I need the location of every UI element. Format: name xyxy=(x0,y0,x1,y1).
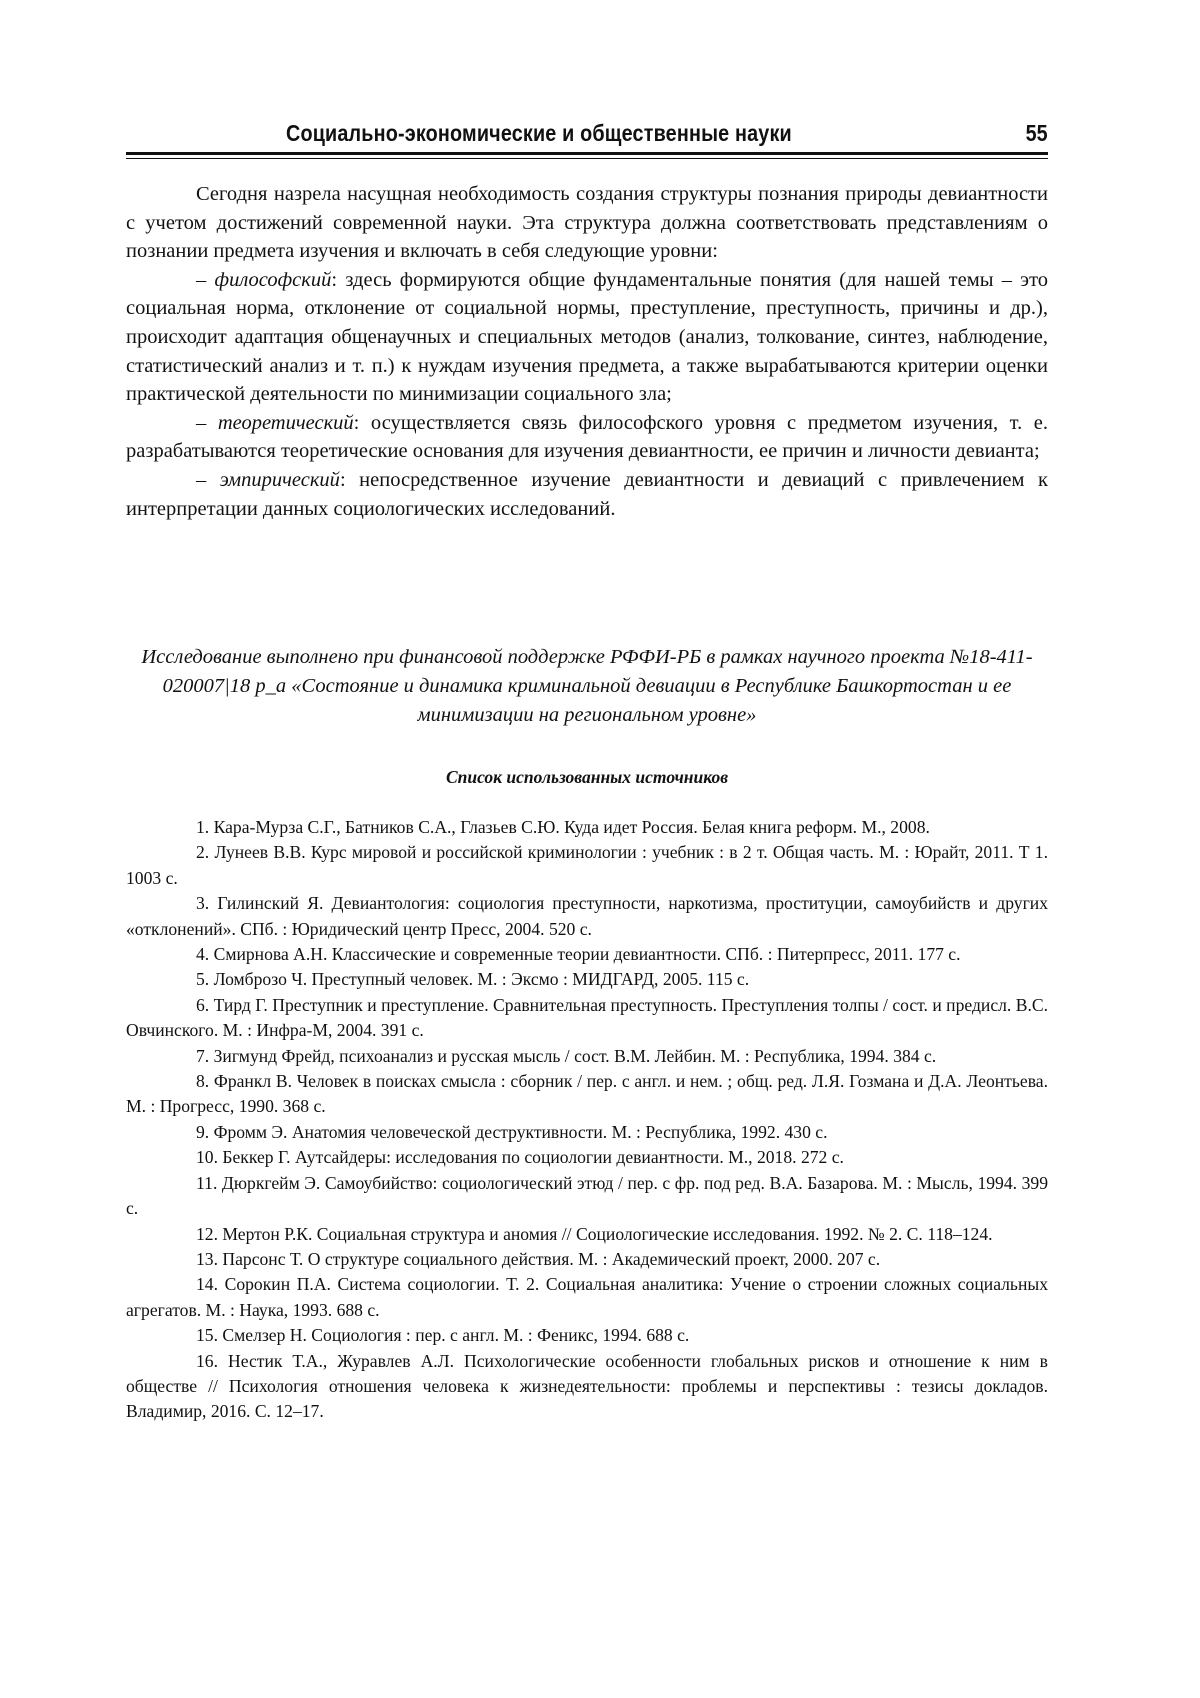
header-rule-thin xyxy=(126,158,1048,159)
reference-item: 7. Зигмунд Фрейд, психоанализ и русская мысль / сост. В.М. Лейбин. М. : Республика, 1994. 384 с. xyxy=(196,1045,937,1066)
running-header-title: Социально-экономические и общественные науки xyxy=(286,120,792,146)
reference-item: 1. Кара-Мурза С.Г., Батников С.А., Глазьев С.Ю. Куда идет Россия. Белая книга реформ. М., 2008. xyxy=(196,817,930,837)
reference-item: 11. Дюркгейм Э. Самоубийство: социологический этюд / пер. с фр. под ред. В.А. Базарова. М. : Мысль, 1994. 399 с. xyxy=(126,1172,1048,1219)
reference-item: 8. Франкл В. Человек в поисках смысла : сборник / пер. с англ. и нем. ; общ. ред. Л.Я. Гозмана и Д.А. Леонтьева. М. : Прогресс, 1990. 368 с. xyxy=(126,1071,1048,1117)
body-paragraph-level-empirical xyxy=(126,466,1048,523)
reference-item: 12. Мертон Р.К. Социальная структура и аномия // Социологические исследования. 1992. № 2. С. 118–124. xyxy=(196,1223,993,1244)
reference-item: 9. Фромм Э. Анатомия человеческой деструктивности. М. : Республика, 1992. 430 с. xyxy=(196,1121,828,1142)
page-number: 55 xyxy=(1025,120,1048,146)
reference-item: 6. Тирд Г. Преступник и преступление. Сравнительная преступность. Преступления толпы / сост. и предисл. В.С. Овчинского. М. : Инфра-М, 2004. 391 с. xyxy=(126,994,1048,1041)
paragraph-text: : непосредственное изучение девиантности и девиаций с привлечением к интерпретации данных социологических исследований. xyxy=(126,468,1048,520)
paragraph-term: теоретический xyxy=(217,411,354,434)
reference-item: 4. Смирнова А.Н. Классические и современные теории девиантности. СПб. : Питерпресс, 2011. 177 с. xyxy=(196,944,961,965)
paragraph-text: : осуществляется связь философского уровня с предметом изучения, т. е. разрабатываются теоретические основания для изучения девиантности, ее причин и личности девианта; xyxy=(126,411,1048,463)
reference-item: 2. Лунеев В.В. Курс мировой и российской криминологии : учебник : в 2 т. Общая часть. М. : Юрайт, 2011. Т 1. 1003 с. xyxy=(126,842,1048,888)
paragraph-term: эмпирический xyxy=(219,468,340,491)
reference-item: 10. Беккер Г. Аутсайдеры: исследования по социологии девиантности. М., 2018. 272 с. xyxy=(196,1147,844,1168)
running-header xyxy=(126,120,1048,150)
reference-list xyxy=(126,815,1048,1425)
paragraph-lead: – xyxy=(196,468,220,491)
paragraph-text: Сегодня назрела насущная необходимость создания структуры познания природы девиантности с учетом достижений современной науки. Эта структура должна соответствовать представлениям о познании предмета изучения и включать в себя следующие уровни: xyxy=(126,183,1048,263)
body-paragraph xyxy=(126,180,1048,266)
reference-item: 16. Нестик Т.А., Журавлев А.Л. Психологические особенности глобальных рисков и отношение к ним в обществе // Психология отношения человека к жизнедеятельности: проблемы и перспективы : тезисы докладов. Владимир, 2016. С. 12–17. xyxy=(126,1350,1048,1422)
header-rule-thick xyxy=(126,152,1048,155)
sources-heading: Список использованных источников xyxy=(445,767,729,787)
reference-item: 14. Сорокин П.А. Система социологии. Т. 2. Социальная аналитика: Учение о строении сложных социальных агрегатов. М. : Наука, 1993. 688 с. xyxy=(126,1274,1048,1320)
body-text xyxy=(126,180,1048,523)
funding-note: Исследование выполнено при финансовой поддержке РФФИ-РБ в рамках научного проекта №18-411-020007|18 р_а «Состояние и динамика криминальной девиации в Республике Башкортостан и ее минимизации на региональном уровне» xyxy=(141,646,1033,726)
paragraph-lead: – xyxy=(196,268,215,291)
reference-item: 5. Ломброзо Ч. Преступный человек. М. : Эксмо : МИДГАРД, 2005. 115 с. xyxy=(196,969,750,990)
paragraph-term: философский xyxy=(214,268,332,291)
body-paragraph-level-theoretical xyxy=(126,409,1048,466)
reference-item: 15. Смелзер Н. Социология : пер. с англ. М. : Феникс, 1994. 688 с. xyxy=(196,1325,690,1346)
paragraph-lead: – xyxy=(196,411,218,434)
paragraph-text: : здесь формируются общие фундаментальные понятия (для нашей темы – это социальная норма, отклонение от социальной нормы, преступление, преступность, причины и др.), происходит адаптация общенаучных и специальных методов (анализ, толкование, синтез, наблюдение, статистический анализ и т. п.) к нуждам изучения предмета, а также вырабатываются критерии оценки практической деятельности по минимизации социального зла; xyxy=(126,268,1049,406)
body-paragraph-level-philosophical xyxy=(126,266,1048,409)
reference-item: 3. Гилинский Я. Девиантология: социология преступности, наркотизма, проституции, самоубийств и других «отклонений». СПб. : Юридический центр Пресс, 2004. 520 с. xyxy=(126,893,1048,939)
reference-item: 13. Парсонс Т. О структуре социального действия. М. : Академический проект, 2000. 207 с. xyxy=(196,1248,881,1269)
